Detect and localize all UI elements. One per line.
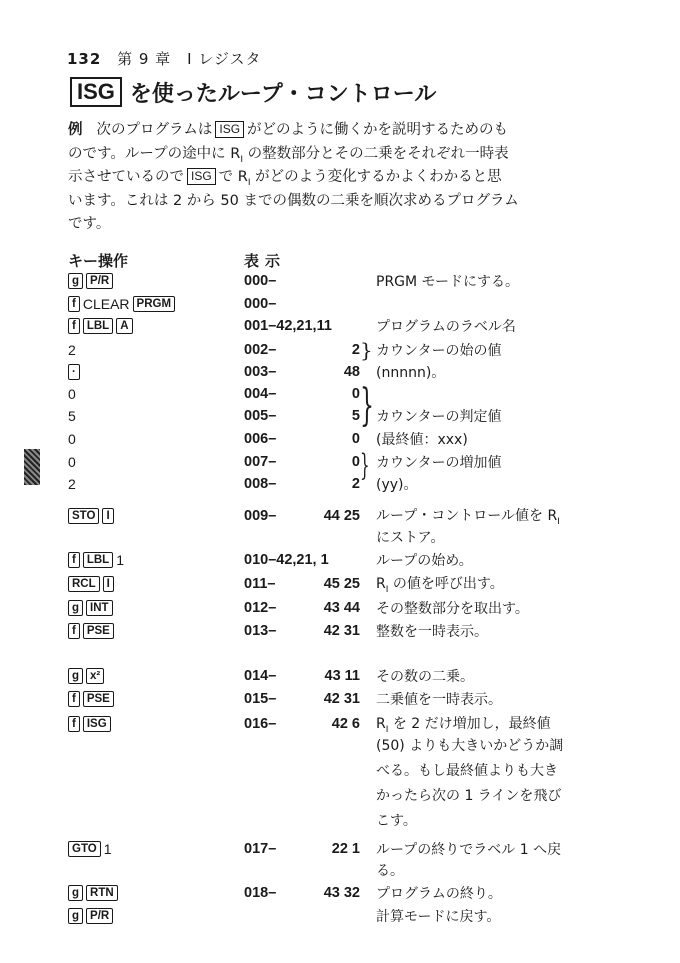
listing-row	[0, 339, 680, 361]
calc-key: RTN	[86, 885, 118, 901]
keystroke-cell	[68, 600, 116, 616]
comment-main: カウンターの判定値	[376, 409, 502, 425]
calc-key: PRGM	[133, 296, 176, 312]
keystroke-cell	[68, 508, 117, 524]
comment-text	[376, 906, 500, 926]
comment-continuation: かったら次の 1 ラインを飛び	[376, 788, 562, 804]
listing-row	[0, 665, 680, 687]
display-value: 42 31	[323, 691, 360, 707]
comment-text	[376, 362, 445, 382]
listing-row	[0, 405, 680, 427]
display-value: 0	[351, 454, 360, 470]
comment-text	[376, 406, 501, 426]
comment-continuation: る。	[376, 863, 404, 879]
calc-key: f	[68, 296, 80, 312]
listing-row	[0, 688, 680, 710]
comment-main: ループの終りでラベル 1 へ戻	[376, 842, 562, 858]
listing-row	[0, 383, 680, 405]
comment-text	[376, 429, 468, 449]
subscript-i: I	[240, 154, 243, 165]
calc-key: STO	[68, 508, 99, 524]
display-code: 005– 5	[244, 408, 360, 424]
comment-text	[376, 340, 501, 360]
display-value: 44 25	[323, 508, 360, 524]
comment-main: カウンターの増加値	[376, 455, 502, 471]
keystroke-cell	[68, 386, 76, 402]
listing-row	[0, 882, 680, 904]
keys-column-header: キー操作	[68, 252, 129, 270]
display-value: 43 44	[323, 600, 360, 616]
subscript-i: I	[385, 584, 389, 595]
comment-text	[376, 271, 519, 291]
calc-key: GTO	[68, 841, 101, 857]
intro-text: がどのよう変化するかよくわかると思	[250, 169, 502, 185]
subscript-i: I	[385, 724, 389, 735]
calc-key: I	[102, 508, 113, 524]
listing-row	[0, 905, 680, 927]
digit-entry: 5	[68, 408, 76, 424]
comment-main: (nnnnn)。	[376, 365, 446, 381]
display-value: 2	[351, 476, 360, 492]
calc-key: x²	[86, 668, 104, 684]
calc-key: f	[68, 623, 80, 639]
digit-entry: 0	[68, 431, 76, 447]
example-label: 例	[68, 122, 83, 138]
calc-key: INT	[86, 600, 113, 616]
section-title-text: を使ったループ・コントロール	[129, 81, 437, 107]
display-value: 42 31	[323, 623, 360, 639]
calc-key: P/R	[86, 908, 113, 924]
keystroke-cell	[68, 273, 116, 289]
display-value: 43 11	[324, 668, 360, 684]
listing-row	[0, 473, 680, 495]
intro-text: です。	[68, 216, 111, 232]
section-title	[70, 77, 436, 107]
display-code: 007– 0	[244, 454, 360, 470]
intro-text: で R	[218, 169, 248, 185]
display-value: 2	[351, 342, 360, 358]
comment-main: ループの始め。	[376, 553, 473, 569]
intro-line	[68, 143, 608, 167]
comment-main: その数の二乗。	[376, 669, 474, 685]
display-column-header: 表示	[244, 252, 287, 270]
keystroke-cell	[68, 841, 112, 857]
comment-continuation: べる。もし最終値よりも大き	[376, 763, 558, 779]
label-digit: 1	[116, 552, 124, 568]
keystroke-cell	[68, 342, 76, 358]
keystroke-cell	[68, 408, 76, 424]
display-code: 012– 43 44	[244, 600, 360, 616]
calc-key: f	[68, 691, 80, 707]
comment-main: プログラムの終り。	[376, 886, 502, 902]
display-code: 003– 48	[244, 364, 360, 380]
display-code: 009– 44 25	[244, 508, 360, 524]
comment-main: ループ・コントロール値を R	[376, 508, 558, 525]
calc-key: P/R	[86, 273, 113, 289]
comment-text	[376, 550, 473, 570]
listing-row	[0, 270, 680, 292]
brace-test: }	[360, 380, 374, 431]
calc-key: f	[68, 552, 80, 568]
intro-text: 次のプログラムは	[96, 122, 213, 138]
brace-increment: }	[360, 448, 370, 483]
comment-text	[376, 505, 560, 527]
keystroke-cell	[68, 431, 76, 447]
subscript-i: I	[247, 177, 251, 188]
comment-main: R	[376, 716, 386, 733]
comment-text	[376, 621, 488, 641]
display-code: 002– 2	[244, 342, 360, 358]
listing-row	[0, 620, 680, 642]
display-value: 43 32	[323, 885, 360, 901]
digit-entry: 2	[68, 342, 76, 358]
display-value: 22 1	[331, 841, 360, 857]
display-code: 013– 42 31	[244, 623, 360, 639]
listing-row	[0, 597, 680, 619]
comment-continuation: (50) よりも大きいかどうか調	[376, 738, 564, 754]
keystroke-cell	[68, 716, 114, 732]
thumb-index-tab	[24, 449, 40, 485]
keystroke-cell	[68, 476, 76, 492]
keystroke-cell	[68, 623, 117, 639]
page-number: 132	[67, 50, 102, 68]
comment-main: PRGM モードにする。	[376, 274, 519, 290]
display-value: 42 6	[331, 716, 360, 732]
display-code: 010–42,21, 1	[244, 552, 329, 568]
display-code: 004– 0	[244, 386, 360, 402]
isg-key-inline: ISG	[215, 121, 244, 138]
calc-key: g	[68, 273, 83, 289]
comment-main: 計算モードに戻す。	[376, 909, 501, 925]
listing-row	[0, 713, 680, 735]
listing-row	[0, 549, 680, 571]
display-code: 018– 43 32	[244, 885, 360, 901]
display-code: 017– 22 1	[244, 841, 360, 857]
intro-paragraph	[68, 119, 608, 237]
comment-text	[376, 689, 502, 709]
subscript-i: I	[557, 516, 560, 527]
intro-line	[68, 119, 608, 143]
comment-tail: を 2 だけ増加し，最終値	[388, 716, 551, 733]
brace-start: }	[360, 338, 373, 362]
display-code: 000–	[244, 273, 277, 289]
isg-key-label: ISG	[70, 77, 122, 107]
comment-text	[376, 316, 516, 336]
listing-row	[0, 315, 680, 337]
intro-line	[68, 190, 608, 214]
keystroke-cell	[68, 576, 117, 592]
running-header	[67, 48, 262, 69]
display-code: 016– 42 6	[244, 716, 360, 732]
comment-main: その整数部分を取出す。	[376, 601, 529, 617]
comment-main: プログラムのラベル名	[376, 319, 516, 335]
digit-entry: 0	[68, 386, 76, 402]
comment-main: (最終値：xxx)	[376, 432, 468, 448]
comment-main: カウンターの始の値	[376, 343, 502, 359]
calc-key: ·	[68, 364, 80, 380]
display-value: 0	[351, 386, 360, 402]
comment-main: 整数を一時表示。	[376, 624, 488, 640]
label-digit: 1	[103, 841, 112, 857]
calc-key: g	[68, 885, 83, 901]
display-code: 008– 2	[244, 476, 360, 492]
digit-entry: 0	[68, 454, 76, 470]
comment-continuation: にストア。	[376, 530, 445, 546]
calc-key: g	[68, 600, 83, 616]
keystroke-cell	[68, 296, 178, 312]
comment-main: 二乗値を一時表示。	[376, 692, 502, 708]
intro-text: の整数部分とその二乗をそれぞれ一時表	[242, 145, 509, 162]
comment-main: R	[376, 576, 386, 593]
intro-text: います。これは 2 から 50 までの偶数の二乗を順次求めるプログラム	[68, 192, 519, 209]
listing-row	[0, 451, 680, 473]
comment-main: (yy)。	[376, 477, 418, 493]
calc-key: g	[68, 668, 83, 684]
key-text: CLEAR	[82, 296, 130, 312]
comment-text	[376, 713, 551, 735]
keystroke-cell	[68, 668, 107, 684]
calc-key: f	[68, 716, 80, 732]
display-code: 011– 45 25	[244, 576, 360, 592]
keystroke-cell	[68, 454, 76, 470]
intro-line	[68, 213, 608, 237]
comment-text	[376, 598, 529, 618]
keystroke-cell	[68, 691, 117, 707]
calc-key: PSE	[83, 691, 114, 707]
chapter-title: 第 9 章 I レジスタ	[117, 50, 262, 68]
digit-entry: 2	[68, 476, 76, 492]
comment-text	[376, 573, 504, 595]
isg-key-inline: ISG	[187, 168, 216, 185]
calc-key: LBL	[83, 552, 113, 568]
display-value: 45 25	[323, 576, 360, 592]
keystroke-cell	[68, 908, 116, 924]
keystroke-cell	[68, 364, 83, 380]
intro-line	[68, 166, 608, 190]
listing-row	[0, 838, 680, 860]
calc-key: ISG	[83, 716, 111, 732]
calc-key: LBL	[83, 318, 113, 334]
comment-text	[376, 474, 418, 494]
keystroke-cell	[68, 885, 121, 901]
calc-key: g	[68, 908, 83, 924]
calc-key: I	[103, 576, 114, 592]
display-code: 006– 0	[244, 431, 360, 447]
comment-text	[376, 666, 474, 686]
display-value: 5	[351, 408, 360, 424]
display-value: 0	[351, 431, 360, 447]
display-value: 48	[343, 364, 360, 380]
calc-key: A	[116, 318, 132, 334]
display-code: 014– 43 11	[244, 668, 360, 684]
listing-row	[0, 361, 680, 383]
keystroke-cell	[68, 318, 136, 334]
display-code: 001–42,21,11	[244, 318, 332, 334]
calc-key: f	[68, 318, 80, 334]
comment-text	[376, 839, 561, 859]
listing-row	[0, 573, 680, 595]
listing-row	[0, 505, 680, 527]
comment-text	[376, 883, 502, 903]
intro-text: のです。ループの途中に R	[68, 145, 241, 162]
keystroke-cell	[68, 552, 124, 568]
comment-text	[376, 452, 501, 472]
display-code: 015– 42 31	[244, 691, 360, 707]
display-code: 000–	[244, 296, 277, 312]
calc-key: PSE	[83, 623, 114, 639]
calc-key: RCL	[68, 576, 100, 592]
comment-continuation: こす。	[376, 813, 417, 829]
listing-row	[0, 293, 680, 315]
intro-text: 示させているので	[68, 169, 184, 185]
intro-text: がどのように働くかを説明するためのも	[247, 122, 509, 138]
comment-tail: の値を呼び出す。	[388, 576, 504, 593]
listing-row	[0, 428, 680, 450]
